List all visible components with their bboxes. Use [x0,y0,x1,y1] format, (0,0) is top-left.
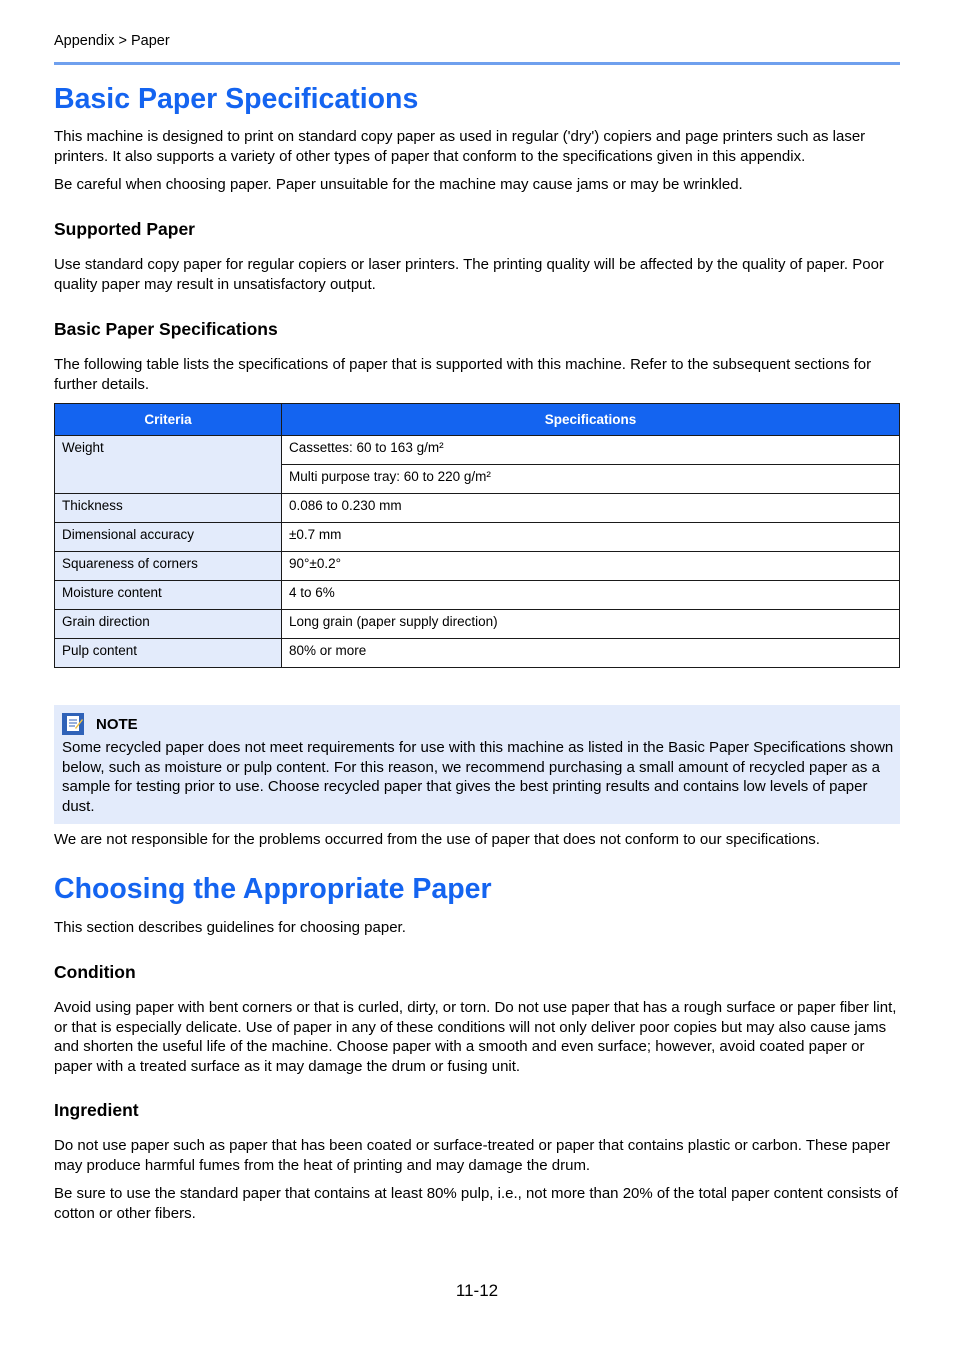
table-row [55,436,900,465]
table-row [55,639,900,668]
table-row [55,494,900,523]
criteria-cell: Weight [55,436,282,494]
condition-text: Avoid using paper with bent corners or that is curled, dirty, or torn. Do not use paper that has a rough surface or paper fiber lint, or that is especially delicate. Use of paper in any of these conditions will not only deliver poor copies but may also cause jams and shorten the useful life of the machine. Choose paper with a smooth and even surface; however, avoid coated paper or paper with a treated surface as it may damage the drum or fusing unit. [54,999,897,1075]
criteria-cell: Moisture content [55,581,282,610]
heading-basic-paper-specifications: Basic Paper Specifications [54,319,278,339]
table-row [55,581,900,610]
note-label: NOTE [96,715,138,733]
intro-paragraph-2: Be careful when choosing paper. Paper unsuitable for the machine may cause jams or may be wrinkled. [54,176,743,193]
basic-specs-text: The following table lists the specifications of paper that is supported with this machine. Refer to the subsequent sections for further details. [54,356,872,393]
table-header-row [55,404,900,436]
ingredient-text-1: Do not use paper such as paper that has been coated or surface-treated or paper that contains plastic or carbon. These paper may produce harmful fumes from the heat of printing and may damage the drum. [54,1137,891,1174]
criteria-cell: Thickness [55,494,282,523]
column-header-criteria: Criteria [55,404,282,436]
table-row [55,552,900,581]
note-text: Some recycled paper does not meet requirements for use with this machine as listed in the Basic Paper Specifications shown below, such as moisture or pulp content. For this reason, we recommend purchasing a small amount of recycled paper as a sample for testing prior to use. Choose recycled paper that gives the best printing results and contains low levels of paper dust. [62,739,894,815]
spec-cell: 90°±0.2° [282,552,900,581]
spec-cell: ±0.7 mm [282,523,900,552]
ingredient-text-2: Be sure to use the standard paper that contains at least 80% pulp, i.e., not more than 20% of the total paper content consists of cotton or other fibers. [54,1185,898,1222]
header-rule [54,62,900,65]
paper-spec-table [54,403,900,668]
criteria-cell: Dimensional accuracy [55,523,282,552]
spec-cell: 0.086 to 0.230 mm [282,494,900,523]
criteria-cell: Pulp content [55,639,282,668]
note-header [62,713,138,735]
section2-intro: This section describes guidelines for choosing paper. [54,919,406,936]
note-icon [62,713,84,735]
criteria-cell: Grain direction [55,610,282,639]
intro-paragraph-1: This machine is designed to print on standard copy paper as used in regular ('dry') copiers and page printers such as laser printers. It also supports a variety of other types of paper that conform to the specifications given in this appendix. [54,128,866,165]
supported-paper-text: Use standard copy paper for regular copiers or laser printers. The printing quality will be affected by the quality of paper. Poor quality paper may result in unsatisfactory output. [54,256,884,293]
section-title-basic-paper-specifications: Basic Paper Specifications [54,83,419,115]
table-row [55,523,900,552]
spec-cell: 4 to 6% [282,581,900,610]
breadcrumb: Appendix > Paper [54,33,170,49]
note-box [54,705,900,824]
spec-cell: Multi purpose tray: 60 to 220 g/m² [282,465,900,494]
spec-cell: Cassettes: 60 to 163 g/m² [282,436,900,465]
page-number: 11-12 [455,1281,499,1300]
heading-condition: Condition [54,962,136,982]
table-row [55,610,900,639]
section-title-choosing-paper: Choosing the Appropriate Paper [54,873,492,905]
heading-ingredient: Ingredient [54,1100,139,1120]
spec-cell: Long grain (paper supply direction) [282,610,900,639]
criteria-cell: Squareness of corners [55,552,282,581]
heading-supported-paper: Supported Paper [54,219,195,239]
spec-cell: 80% or more [282,639,900,668]
column-header-specifications: Specifications [282,404,900,436]
disclaimer-text: We are not responsible for the problems occurred from the use of paper that does not conform to our specifications. [54,831,820,848]
